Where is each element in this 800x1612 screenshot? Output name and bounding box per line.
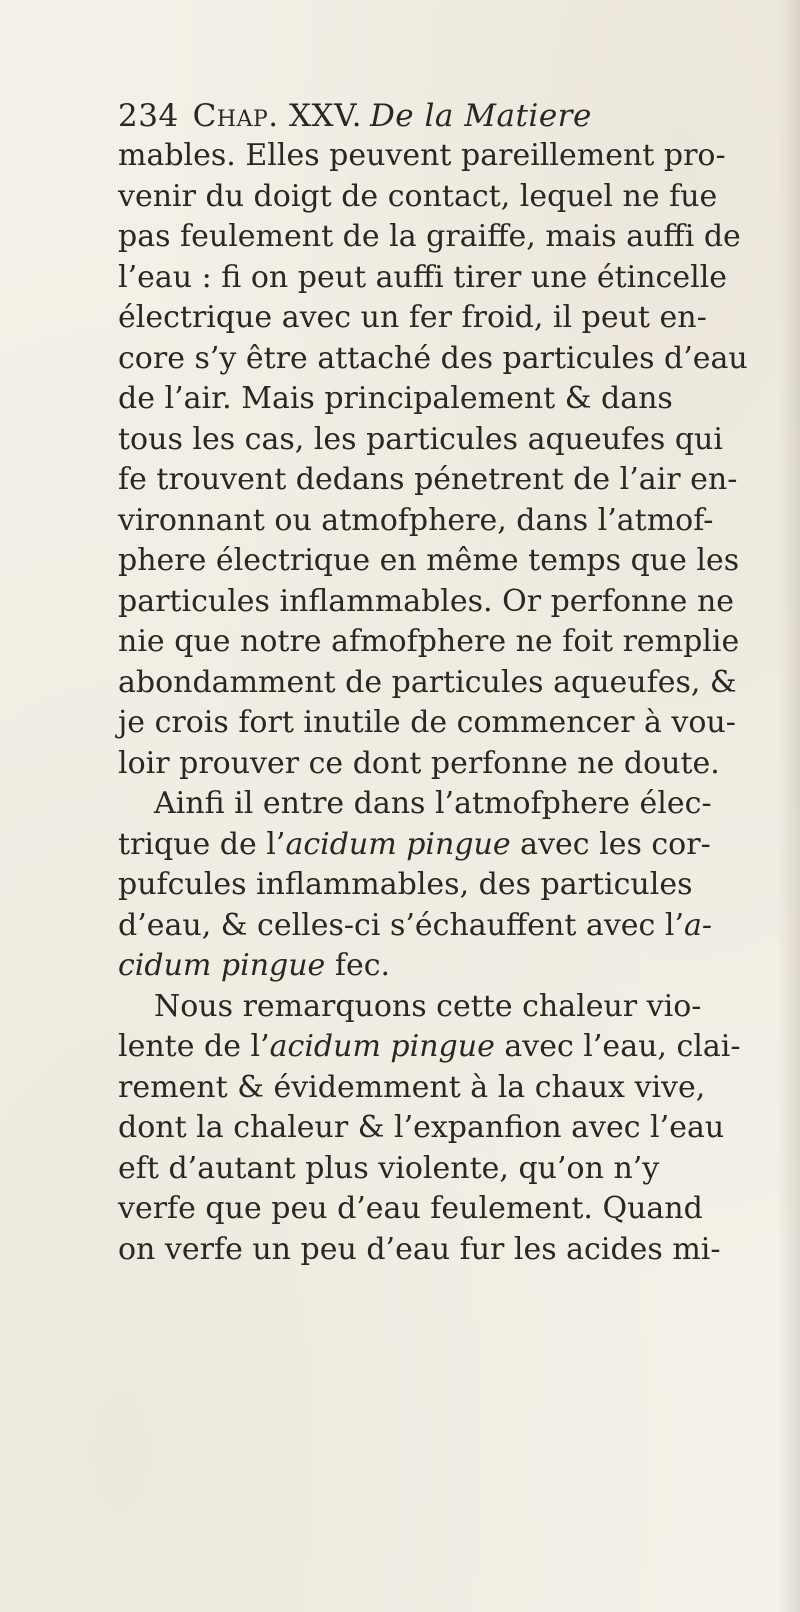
text-line: dont la chaleur & l’expanfion avec l’eau: [118, 1110, 725, 1145]
text-line: rement & évidemment à la chaux vive,: [118, 1069, 706, 1105]
running-header: [118, 96, 790, 136]
text-line: on verfe un peu d’eau fur les acides mi-: [118, 1231, 721, 1267]
text-run: lente de l’: [118, 1029, 270, 1064]
text-line: tous les cas, les particules aqueufes qui: [118, 421, 723, 457]
italic-term: acidum pingue: [269, 1029, 495, 1064]
text-line: loir prouver ce dont perfonne ne doute.: [118, 745, 720, 781]
text-line: [118, 906, 790, 947]
text-line: [118, 825, 790, 866]
text-line: l’eau : fi on peut auffi tirer une étincelle: [118, 259, 728, 295]
page-number: 234: [118, 98, 179, 134]
text-line: particules inflammables. Or perfonne ne: [118, 583, 735, 619]
text-line: pufcules inflammables, des particules: [118, 867, 693, 902]
running-title: De la Matiere: [369, 98, 592, 134]
text-run: d’eau, & celles-ci s’échauffent avec l’: [118, 907, 685, 943]
italic-term: acidum pingue: [285, 826, 511, 862]
text-line: mables. Elles peuvent pareillement pro-: [118, 138, 726, 173]
text-line: de l’air. Mais principalement & dans: [118, 381, 673, 416]
italic-term: cidum pingue: [118, 948, 326, 983]
text-line: vironnant ou atmofphere, dans l’atmof-: [118, 502, 714, 538]
text-line: phere électrique en même temps que les: [118, 543, 740, 578]
text-line: abondamment de particules aqueufes, &: [118, 664, 737, 700]
text-run: fec.: [325, 948, 391, 983]
italic-term: a-: [684, 907, 713, 943]
paragraph-start-line: Ainfi il entre dans l’atmofphere élec-: [154, 786, 712, 821]
text-line: eft d’autant plus violente, qu’on n’y: [118, 1150, 660, 1186]
text-run: avec l’eau, clai-: [494, 1029, 741, 1064]
text-line: électrique avec un fer froid, il peut en-: [118, 300, 707, 335]
text-line: nie que notre afmofphere ne foit remplie: [118, 624, 740, 659]
paragraph-start-line: Nous remarquons cette chaleur vio-: [154, 988, 702, 1024]
text-line: verfe que peu d’eau feulement. Quand: [118, 1191, 703, 1226]
text-run: trique de l’: [118, 826, 286, 862]
text-line: pas feulement de la graiffe, mais auffi de: [118, 219, 741, 254]
text-line: fe trouvent dedans pénetrent de l’air en-: [118, 462, 738, 497]
text-line: core s’y être attaché des particules d’eau: [118, 340, 748, 376]
text-block: [118, 96, 790, 1270]
chapter-label: Chap. XXV.: [192, 98, 362, 134]
text-line: venir du doigt de contact, lequel ne fue: [118, 178, 718, 214]
text-line: je crois fort inutile de commencer à vou-: [118, 705, 736, 740]
text-line: [118, 946, 790, 987]
text-line: [118, 1027, 790, 1068]
text-run: avec les cor-: [510, 826, 711, 862]
